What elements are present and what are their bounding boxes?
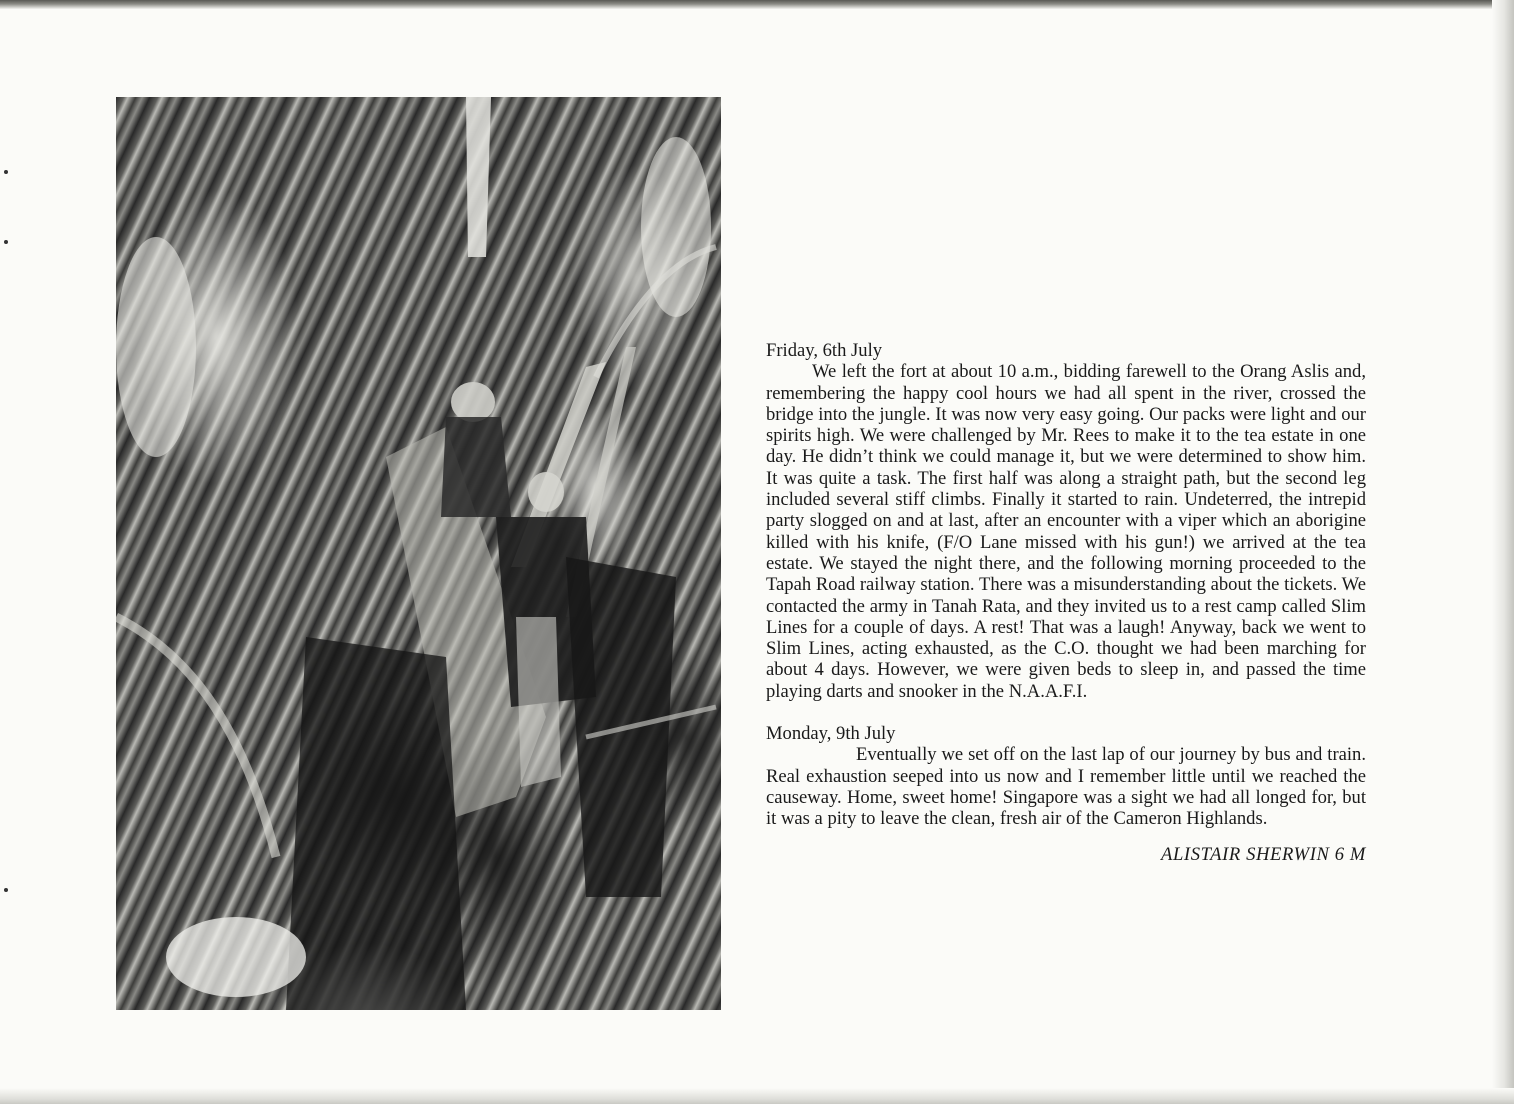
hiker-legs [516, 617, 561, 787]
hiker-body [441, 417, 511, 517]
spacer [766, 702, 1366, 723]
author-signature: ALISTAIR SHERWIN 6 M [1161, 843, 1366, 865]
entry-date-heading: Monday, 9th July [766, 723, 896, 745]
jungle-photograph [116, 97, 721, 1010]
foreground-figure [286, 637, 466, 1010]
branch [116, 617, 276, 857]
page-right-edge [1492, 0, 1514, 1104]
page-bottom-edge [0, 1088, 1514, 1104]
article-text [766, 340, 1366, 865]
binding-mark [4, 170, 8, 174]
photo-shapes [116, 97, 721, 1010]
page-top-edge [0, 0, 1514, 9]
binding-mark [4, 888, 8, 892]
hiker-head [528, 472, 564, 512]
entry-paragraph: Eventually we set off on the last lap of our journey by bus and train. Real exhaustion seeped into us now and I remember little until we reached the causeway. Home, sweet home! Singapore was a sight we had all longed for, but it was a pity to leave the clean, fresh air of the Cameron Highlands. [766, 744, 1366, 830]
light-patch [166, 917, 306, 997]
tree-trunk [466, 97, 491, 257]
entry-date-heading: Friday, 6th July [766, 340, 883, 361]
foliage-highlight [116, 237, 196, 457]
entry-paragraph: We left the fort at about 10 a.m., bidding farewell to the Orang Aslis and, remembering the happy cool hours we had all spent in the river, crossed the bridge into the jungle. It was now very easy going. Our packs were light and our spirits high. We were challenged by Mr. Rees to make it to the tea estate in one day. He didn’t think we could manage it, but we were determined to show him. It was quite a task. The first half was along a straight path, but the second leg included several stiff climbs. Finally it started to rain. Undeterred, the intrepid party slogged on and at last, after an encounter with a viper which an aborigine killed with his knife, (F/O Lane missed with his gun!) we arrived at the tea estate. We stayed the night there, and the following morning proceeded to the Tapah Road railway station. There was a misunderstanding about the tickets. We contacted the army in Tanah Rata, and they invited us to a rest camp called Slim Lines for a couple of days. A rest! That was a laugh! Anyway, back we went to Slim Lines, acting exhausted, as the C.O. thought we had been marching for about 4 days. However, we were given beds to sleep in, and passed the time playing darts and snooker in the N.A.A.F.I. [766, 361, 1366, 702]
hiker-head [451, 382, 495, 422]
binding-mark [4, 240, 8, 244]
